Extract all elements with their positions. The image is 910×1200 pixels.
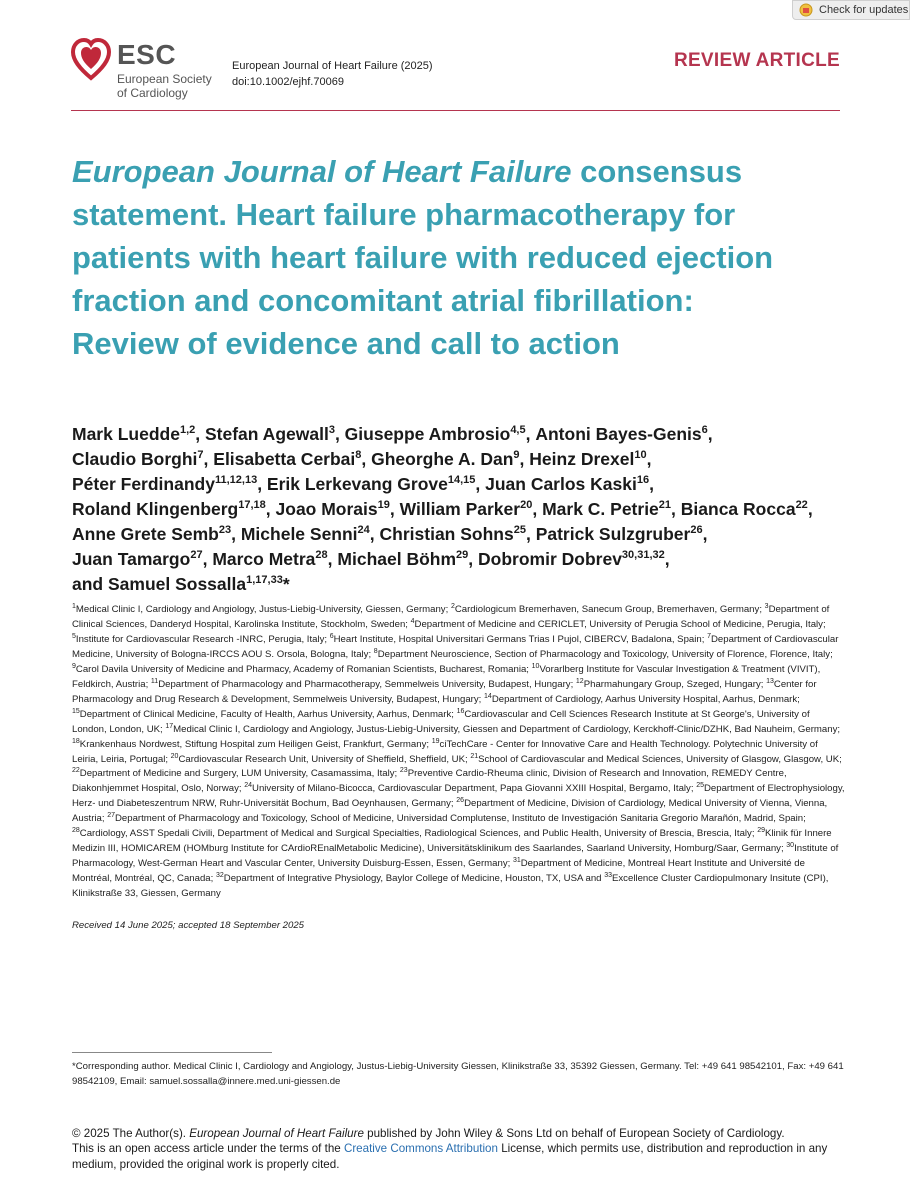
author-separator: ,: [702, 524, 708, 544]
author-name: [485, 474, 654, 494]
author-name-text: Anne Grete Semb: [72, 524, 219, 544]
author-name: [72, 549, 212, 569]
author-affiliation-marks: 29: [456, 549, 469, 561]
author-name-text: Michele Senni: [240, 524, 358, 544]
affiliation-text: Klinik für Innere Medizin III, HOMICAREM (HOMburg Institute for CArdioREnalMetabolic Medicine), Universitätsklinikum des Saarlandes, Saarland University, Homburg/Saar, Germany;: [72, 828, 832, 855]
author-name: [380, 524, 536, 544]
author-name-text: William Parker: [399, 499, 521, 519]
author-affiliation-marks: 28: [315, 549, 328, 561]
affiliation-text: Department of Medicine and Surgery, LUM University, Casamassima, Italy;: [79, 768, 400, 780]
author-name-text: Juan Carlos Kaski: [485, 474, 637, 494]
author-name: [478, 549, 670, 569]
author-name: [72, 449, 213, 469]
affiliation-text: Medical Clinic I, Cardiology and Angiology, Justus-Liebig-University, Giessen, Germany;: [75, 604, 451, 615]
author-affiliation-marks: 10: [634, 449, 647, 461]
author-affiliation-marks: 23: [218, 524, 232, 536]
author-affiliation-marks: 22: [795, 499, 808, 511]
publisher-text: published by John Wiley & Sons Ltd on behalf of European Society of Cardiology.: [363, 1127, 785, 1140]
affiliation-text: Department of Clinical Medicine, Faculty of Health, Aarhus University, Aarhus, Denmark;: [79, 708, 457, 720]
author-affiliation-marks: 16: [636, 474, 650, 486]
affiliation-text: Institute for Cardiovascular Research -INRC, Perugia, Italy;: [75, 633, 330, 645]
affiliation-text: Vorarlberg Institute for Vascular Investigation & Treatment (VIVIT), Feldkirch, Austria;: [72, 663, 821, 690]
affiliation-text: Department of Pharmacology and Pharmacotherapy, Semmelweis University, Budapest, Hungary;: [158, 678, 576, 690]
author-separator: ,: [195, 424, 205, 444]
esc-heart-icon: [71, 38, 111, 82]
affiliation-number: 2: [450, 603, 455, 610]
affiliation-number: 9: [72, 662, 76, 670]
author-name: [542, 499, 681, 519]
author-affiliation-marks: 6: [701, 424, 708, 436]
esc-logo: [71, 38, 221, 104]
affiliation-number: 25: [696, 782, 704, 790]
affiliation-text: Center for Pharmacology and Drug Research & Development, Semmelweis University, Budapest, Hungary;: [72, 678, 817, 705]
author-affiliation-marks: 14,15: [447, 474, 476, 486]
author-name: [241, 524, 380, 544]
author-name: [371, 449, 529, 469]
article-type-label: REVIEW ARTICLE: [673, 50, 840, 71]
author-separator: *: [282, 574, 290, 594]
affiliation-text: Krankenhaus Nordwest, Stiftung Hospital zum Heiligen Geist, Frankfurt, Germany;: [79, 738, 432, 750]
open-access-text: This is an open access article under the terms of the: [72, 1142, 344, 1156]
author-name: [400, 499, 542, 519]
affiliation-text: Department of Integrative Physiology, Baylor College of Medicine, Houston, TX, USA and: [223, 873, 605, 885]
affiliation-number: 16: [456, 707, 465, 715]
author-name-text: Michael Böhm: [337, 549, 457, 569]
affiliation-number: 5: [72, 632, 76, 640]
author-name: [213, 449, 371, 469]
author-affiliation-marks: 7: [197, 449, 204, 461]
author-name: [72, 499, 276, 519]
author-separator: ,: [525, 524, 536, 544]
author-separator: ,: [664, 549, 670, 569]
affiliation-text: ciTechCare - Center for Innovative Care and Health Technology. Polytechnic University of Leiria, Leiria, Portugal;: [72, 738, 818, 765]
author-affiliation-marks: 1,17,33: [246, 574, 283, 586]
affiliation-number: 6: [329, 632, 334, 640]
affiliation-text: Cardiovascular Research Unit, University of Sheffield, Sheffield, UK;: [178, 753, 471, 765]
corresponding-author-note: *Corresponding author. Medical Clinic I, Cardiology and Angiology, Justus-Liebig-University Giessen, Klinikstraße 33, 35392 Giessen, Germany. Tel: +49 641 98542101, Fax: +49 641 98542109, Email: samuel.sossalla@innere.med.uni-giessen.de: [72, 1061, 844, 1087]
header-divider: [71, 110, 840, 111]
affiliation-number: 13: [766, 677, 774, 685]
author-name: [205, 424, 345, 444]
footnote-divider: [72, 1052, 272, 1053]
author-separator: ,: [203, 449, 214, 469]
license-journal-name: European Journal of Heart Failure: [189, 1127, 364, 1140]
affiliation-text: Department of Cardiovascular Medicine, University of Bologna-IRCCS AOU S. Orsola, Bologna, Italy;: [72, 633, 839, 660]
affiliation-number: 33: [604, 872, 612, 880]
author-name-text: Mark Luedde: [72, 424, 180, 444]
author-name: [276, 499, 400, 519]
affiliation-number: 21: [470, 752, 479, 760]
author-name-text: Péter Ferdinandy: [72, 474, 215, 494]
author-name-text: Christian Sohns: [379, 524, 514, 544]
author-name-text: Giuseppe Ambrosio: [344, 424, 511, 444]
affiliation-number: 30: [786, 842, 795, 850]
author-name-text: Mark C. Petrie: [542, 499, 659, 519]
affiliation-number: 22: [72, 767, 80, 775]
affiliation-number: 8: [373, 647, 378, 655]
affiliation-text: School of Cardiovascular and Medical Sciences, University of Glasgow, Glasgow, UK;: [478, 753, 842, 765]
author-affiliation-marks: 19: [377, 499, 390, 511]
affiliation-number: 17: [165, 722, 174, 730]
author-name-text: Joao Morais: [275, 499, 378, 519]
author-separator: ,: [525, 424, 536, 444]
society-name-line1: European Society: [117, 72, 212, 86]
title-rest: consensus statement. Heart failure pharmacotherapy for patients with heart failure with reduced ejection fraction and concomitant atrial fibrillation: Review of evidence and call to action: [72, 154, 774, 361]
affiliation-number: 15: [72, 707, 80, 715]
affiliation-text: Department of Medicine, Montreal Heart Institute and Université de Montréal, Montréal, QC, Canada;: [72, 858, 805, 885]
author-affiliation-marks: 17,18: [238, 499, 266, 511]
author-separator: ,: [202, 549, 213, 569]
received-dates: Received 14 June 2025; accepted 18 September 2025: [72, 920, 305, 931]
author-affiliation-marks: 11,12,13: [214, 474, 258, 486]
affiliation-number: 12: [575, 677, 584, 685]
affiliation-text: Preventive Cardio-Rheuma clinic, Division of Research and Innovation, REMEDY Centre, Diakonhjemmet Hospital, Oslo, Norway;: [72, 768, 787, 795]
author-name: [72, 574, 290, 594]
affiliation-number: 19: [431, 737, 440, 745]
check-for-updates-badge[interactable]: [792, 0, 910, 20]
author-separator: ,: [532, 499, 543, 519]
author-name-text: Gheorghe A. Dan: [371, 449, 514, 469]
author-name-text: Elisabetta Cerbai: [213, 449, 356, 469]
license-notice: [72, 1126, 852, 1172]
author-affiliation-marks: 26: [690, 524, 703, 536]
author-affiliation-marks: 27: [190, 549, 203, 561]
author-name-text: Dobromir Dobrev: [478, 549, 622, 569]
author-separator: ,: [334, 424, 345, 444]
author-separator: ,: [468, 549, 479, 569]
affiliation-text: Institute of Pharmacology, West-German Heart and Vascular Center, University Duisburg-Essen, Essen, Germany;: [72, 843, 839, 870]
article-title: [72, 150, 802, 365]
author-name: [529, 449, 651, 469]
author-separator: ,: [475, 474, 486, 494]
author-separator: ,: [807, 499, 813, 519]
affiliation-number: 32: [215, 872, 224, 880]
author-affiliation-marks: 25: [513, 524, 526, 536]
society-name-line2: of Cardiology: [117, 86, 188, 100]
affiliation-number: 3: [764, 603, 769, 610]
title-journal-name: European Journal of Heart Failure: [72, 154, 572, 189]
doi[interactable]: doi:10.1002/ejhf.70069: [232, 76, 344, 88]
author-name: [536, 524, 708, 544]
affiliation-text: Department of Electrophysiology, Herz- und Diabeteszentrum NRW, Ruhr-Universität Bochum, Bad Oeynhausen, Germany;: [72, 783, 845, 810]
author-separator: ,: [646, 449, 652, 469]
author-separator: ,: [369, 524, 380, 544]
author-list: [72, 422, 842, 597]
check-for-updates-icon: [799, 3, 813, 17]
author-affiliation-marks: 30,31,32: [621, 549, 665, 561]
affiliation-text: Cardiovascular and Cell Sciences Research Institute at St George's, University of London, London, UK;: [72, 708, 810, 735]
author-affiliation-marks: 3: [328, 424, 335, 436]
affiliation-text: Cardiologicum Bremerhaven, Sanecum Group, Bremerhaven, Germany;: [454, 604, 765, 615]
author-separator: ,: [327, 549, 338, 569]
author-name-text: Heinz Drexel: [529, 449, 635, 469]
author-name: [72, 474, 267, 494]
affiliations: [72, 603, 846, 902]
author-affiliation-marks: 8: [355, 449, 362, 461]
author-name-text: Bianca Rocca: [680, 499, 796, 519]
affiliation-number: 7: [707, 632, 711, 640]
author-separator: ,: [389, 499, 400, 519]
affiliation-number: 14: [484, 692, 492, 700]
author-separator: ,: [361, 449, 372, 469]
author-name-text: Roland Klingenberg: [72, 499, 239, 519]
author-name: [337, 549, 478, 569]
affiliation-number: 24: [244, 782, 253, 790]
affiliation-number: 11: [150, 677, 159, 685]
author-name: [72, 424, 205, 444]
affiliation-text: Cardiology, ASST Spedali Civili, Department of Medical and Surgical Specialties, Radiological Sciences, and Public Health, University of Brescia, Brescia, Italy;: [79, 828, 758, 840]
author-name-text: Stefan Agewall: [204, 424, 329, 444]
author-separator: ,: [257, 474, 267, 494]
affiliation-text: Department of Medicine and CERICLET, University of Perugia School of Medicine, Perugia, Italy;: [414, 618, 826, 630]
author-affiliation-marks: 9: [513, 449, 520, 461]
affiliation-number: 18: [72, 737, 80, 745]
author-name-text: Claudio Borghi: [72, 449, 198, 469]
author-name: [681, 499, 813, 519]
affiliation-number: 4: [410, 617, 415, 625]
affiliation-text: Department of Cardiology, Aarhus University Hospital, Aarhus, Denmark;: [491, 693, 800, 705]
author-name: [345, 424, 536, 444]
author-name: [72, 524, 241, 544]
affiliation-text: Department Neuroscience, Section of Pharmacology and Toxicology, University of Florence, Florence, Italy;: [377, 648, 833, 660]
author-separator: ,: [231, 524, 241, 544]
affiliation-number: 28: [72, 827, 80, 835]
author-separator: ,: [519, 449, 530, 469]
author-affiliation-marks: 21: [658, 499, 672, 511]
affiliation-text: Carol Davila University of Medicine and Pharmacy, Academy of Romanian Scientists, Bucharest, Romania;: [75, 663, 532, 675]
affiliation-number: 29: [757, 827, 765, 835]
author-separator: ,: [265, 499, 276, 519]
author-name-text: Juan Tamargo: [72, 549, 191, 569]
affiliation-text: Department of Clinical Sciences, Danderyd Hospital, Karolinska Institute, Stockholm, Sweden;: [72, 604, 830, 630]
license-terms-text: License, which permits use, distribution and reproduction in any medium, provided the original work is properly cited.: [72, 1142, 828, 1171]
author-separator: ,: [649, 474, 654, 494]
affiliation-number: 26: [456, 797, 465, 805]
author-separator: ,: [671, 499, 681, 519]
affiliation-number: 31: [512, 857, 521, 865]
author-separator: ,: [707, 424, 713, 444]
author-name: [535, 424, 712, 444]
copyright-text: © 2025 The Author(s).: [72, 1127, 190, 1140]
affiliation-text: Pharmahungary Group, Szeged, Hungary;: [583, 678, 767, 690]
affiliation-text: University of Milano-Bicocca, Cardiovascular Department, Papa Giovanni XXIII Hospital, Bergamo, Italy;: [252, 783, 697, 795]
author-affiliation-marks: 24: [357, 524, 370, 536]
author-name-text: Patrick Sulzgruber: [535, 524, 691, 544]
esc-logo-text: ESC: [117, 39, 177, 70]
author-affiliation-marks: 1,2: [179, 424, 196, 436]
affiliation-text: Medical Clinic I, Cardiology and Angiology, Justus-Liebig-University, Giessen and Department of Cardiology, Kerckhoff-Clinic/DZHK, Bad Nauheim, Germany;: [173, 723, 841, 735]
author-affiliation-marks: 20: [520, 499, 533, 511]
affiliation-text: Department of Pharmacology and Toxicology, School of Medicine, Universidad Complutense, Instituto de Investigación Sanitaria Gregorio Marañón, Madrid, Spain;: [115, 813, 806, 825]
affiliation-number: 23: [399, 767, 408, 775]
author-name-text: Marco Metra: [212, 549, 316, 569]
creative-commons-link[interactable]: Creative Commons Attribution: [343, 1142, 498, 1156]
author-name-text: Antoni Bayes-Genis: [535, 424, 702, 444]
affiliation-number: 1: [72, 603, 76, 610]
affiliation-number: 27: [107, 812, 115, 820]
check-for-updates-label: Check for updates: [819, 4, 909, 16]
affiliation-text: Department of Medicine, Division of Cardiology, Medical University of Vienna, Vienna, Austria;: [72, 798, 828, 825]
affiliation-number: 20: [170, 752, 179, 760]
affiliation-text: Excellence Cluster Cardiopulmonary Insitute (CPI), Klinikstraße 33, Giessen, Germany: [72, 873, 829, 900]
author-name: [267, 474, 485, 494]
author-name: [212, 549, 337, 569]
author-name-text: and Samuel Sossalla: [72, 574, 247, 594]
affiliation-number: 10: [531, 662, 540, 670]
author-affiliation-marks: 4,5: [510, 424, 526, 436]
affiliation-text: Heart Institute, Hospital Universitari Germans Trias I Pujol, CIBERCV, Badalona, Spain;: [333, 633, 708, 645]
journal-citation: European Journal of Heart Failure (2025): [232, 60, 433, 72]
author-name-text: Erik Lerkevang Grove: [266, 474, 448, 494]
